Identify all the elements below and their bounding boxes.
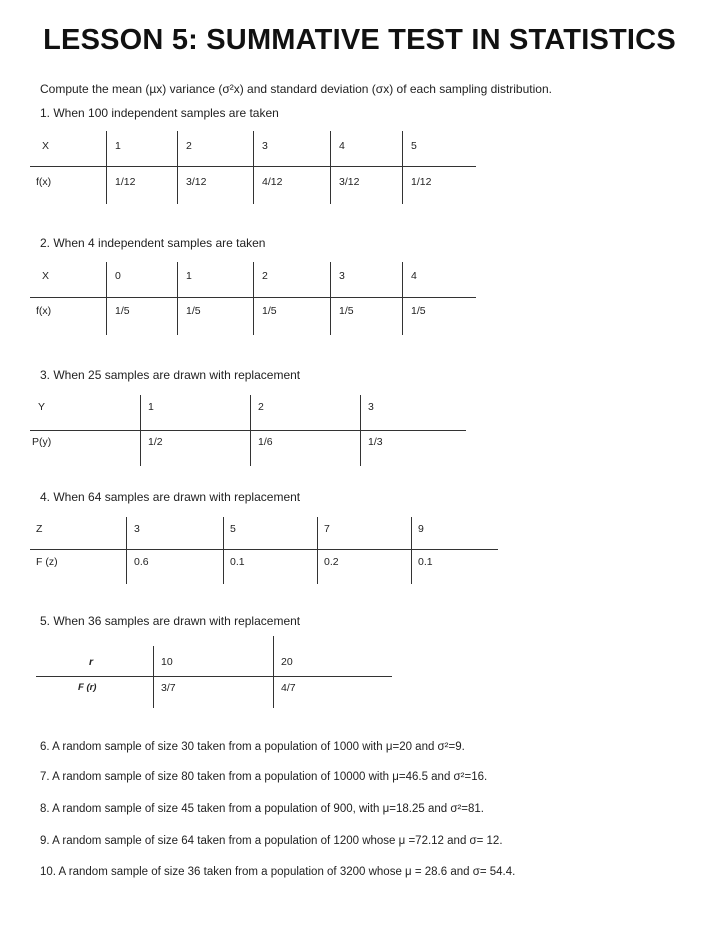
problem-1-prob: 3/12 bbox=[186, 176, 207, 188]
problem-1-value: 5 bbox=[411, 140, 417, 152]
problem-2-prob: 1/5 bbox=[339, 305, 354, 317]
problem-4-prob: 0.1 bbox=[230, 556, 245, 568]
question-10: 10. A random sample of size 36 taken from a population of 3200 whose μ = 28.6 and σ= 54.4. bbox=[40, 866, 516, 878]
problem-3-divider-1 bbox=[140, 395, 141, 466]
problem-5-value: 20 bbox=[281, 656, 293, 668]
problem-2-value: 3 bbox=[339, 270, 345, 282]
problem-1-value: 1 bbox=[115, 140, 121, 152]
problem-3-value: 3 bbox=[368, 401, 374, 413]
problem-4-divider-1 bbox=[126, 517, 127, 584]
problem-4-prob: 0.2 bbox=[324, 556, 339, 568]
problem-1-value: 3 bbox=[262, 140, 268, 152]
problem-3-prob: 1/2 bbox=[148, 436, 163, 448]
problem-1-heading: 1. When 100 independent samples are taken bbox=[40, 106, 279, 120]
problem-4-divider-3 bbox=[317, 517, 318, 584]
problem-3-divider-3 bbox=[360, 395, 361, 466]
problem-4-row2-label: F (z) bbox=[36, 556, 58, 568]
problem-5-divider-2 bbox=[273, 636, 274, 708]
problem-2-prob: 1/5 bbox=[115, 305, 130, 317]
problem-5-value: 10 bbox=[161, 656, 173, 668]
problem-5-prob: 4/7 bbox=[281, 682, 296, 694]
problem-4-value: 5 bbox=[230, 523, 236, 535]
problem-2-row2-label: f(x) bbox=[36, 305, 52, 317]
problem-1-divider-2 bbox=[177, 131, 178, 204]
problem-3-prob: 1/3 bbox=[368, 436, 383, 448]
problem-1-prob: 4/12 bbox=[262, 176, 283, 188]
problem-2-heading: 2. When 4 independent samples are taken bbox=[40, 236, 266, 250]
problem-3-row-divider bbox=[30, 430, 466, 431]
problem-4-row1-label: Z bbox=[36, 523, 43, 535]
question-8: 8. A random sample of size 45 taken from a population of 900, with μ=18.25 and σ²=81. bbox=[40, 803, 484, 815]
problem-5-divider-1 bbox=[153, 646, 154, 708]
question-7: 7. A random sample of size 80 taken from a population of 10000 with μ=46.5 and σ²=16. bbox=[40, 771, 488, 783]
problem-4-prob: 0.6 bbox=[134, 556, 149, 568]
problem-1-divider-5 bbox=[402, 131, 403, 204]
problem-1-divider-1 bbox=[106, 131, 107, 204]
problem-2-prob: 1/5 bbox=[262, 305, 277, 317]
problem-2-divider-4 bbox=[330, 262, 331, 335]
problem-3-value: 2 bbox=[258, 401, 264, 413]
problem-5-row2-label: F (r) bbox=[78, 682, 97, 693]
problem-1-row2-label: f(x) bbox=[36, 176, 52, 188]
problem-1-prob: 3/12 bbox=[339, 176, 360, 188]
problem-2-value: 2 bbox=[262, 270, 268, 282]
problem-4-value: 7 bbox=[324, 523, 330, 535]
problem-1-value: 4 bbox=[339, 140, 345, 152]
problem-5-heading: 5. When 36 samples are drawn with replacement bbox=[40, 614, 301, 628]
problem-4-value: 9 bbox=[418, 523, 424, 535]
problem-4-divider-2 bbox=[223, 517, 224, 584]
question-6: 6. A random sample of size 30 taken from a population of 1000 with μ=20 and σ²=9. bbox=[40, 741, 465, 753]
problem-1-prob: 1/12 bbox=[115, 176, 136, 188]
problem-1-prob: 1/12 bbox=[411, 176, 432, 188]
problem-5-row1-label: r bbox=[89, 656, 94, 668]
instructions: Compute the mean (µx) variance (σ²x) and standard deviation (σx) of each sampling distribution. bbox=[40, 82, 552, 96]
problem-3-heading: 3. When 25 samples are drawn with replacement bbox=[40, 368, 301, 382]
problem-3-row2-label: P(y) bbox=[32, 436, 52, 448]
problem-3-prob: 1/6 bbox=[258, 436, 273, 448]
problem-1-value: 2 bbox=[186, 140, 192, 152]
problem-1-divider-4 bbox=[330, 131, 331, 204]
problem-2-divider-1 bbox=[106, 262, 107, 335]
problem-2-value: 0 bbox=[115, 270, 121, 282]
problem-4-value: 3 bbox=[134, 523, 140, 535]
problem-4-row-divider bbox=[30, 549, 498, 550]
problem-1-divider-3 bbox=[253, 131, 254, 204]
problem-2-value: 1 bbox=[186, 270, 192, 282]
problem-3-divider-2 bbox=[250, 395, 251, 466]
problem-2-row1-label: X bbox=[42, 270, 50, 282]
problem-3-row1-label: Y bbox=[38, 401, 46, 413]
problem-1-row1-label: X bbox=[42, 140, 50, 152]
problem-2-divider-2 bbox=[177, 262, 178, 335]
problem-3-value: 1 bbox=[148, 401, 154, 413]
question-9: 9. A random sample of size 64 taken from a population of 1200 whose μ =72.12 and σ= 12. bbox=[40, 835, 503, 847]
page-title: LESSON 5: SUMMATIVE TEST IN STATISTICS bbox=[43, 24, 676, 56]
problem-2-prob: 1/5 bbox=[411, 305, 426, 317]
problem-5-row-divider bbox=[36, 676, 392, 677]
problem-2-divider-5 bbox=[402, 262, 403, 335]
problem-4-heading: 4. When 64 samples are drawn with replacement bbox=[40, 490, 301, 504]
problem-4-prob: 0.1 bbox=[418, 556, 433, 568]
problem-2-prob: 1/5 bbox=[186, 305, 201, 317]
problem-5-prob: 3/7 bbox=[161, 682, 176, 694]
problem-2-divider-3 bbox=[253, 262, 254, 335]
problem-2-value: 4 bbox=[411, 270, 417, 282]
problem-4-divider-4 bbox=[411, 517, 412, 584]
